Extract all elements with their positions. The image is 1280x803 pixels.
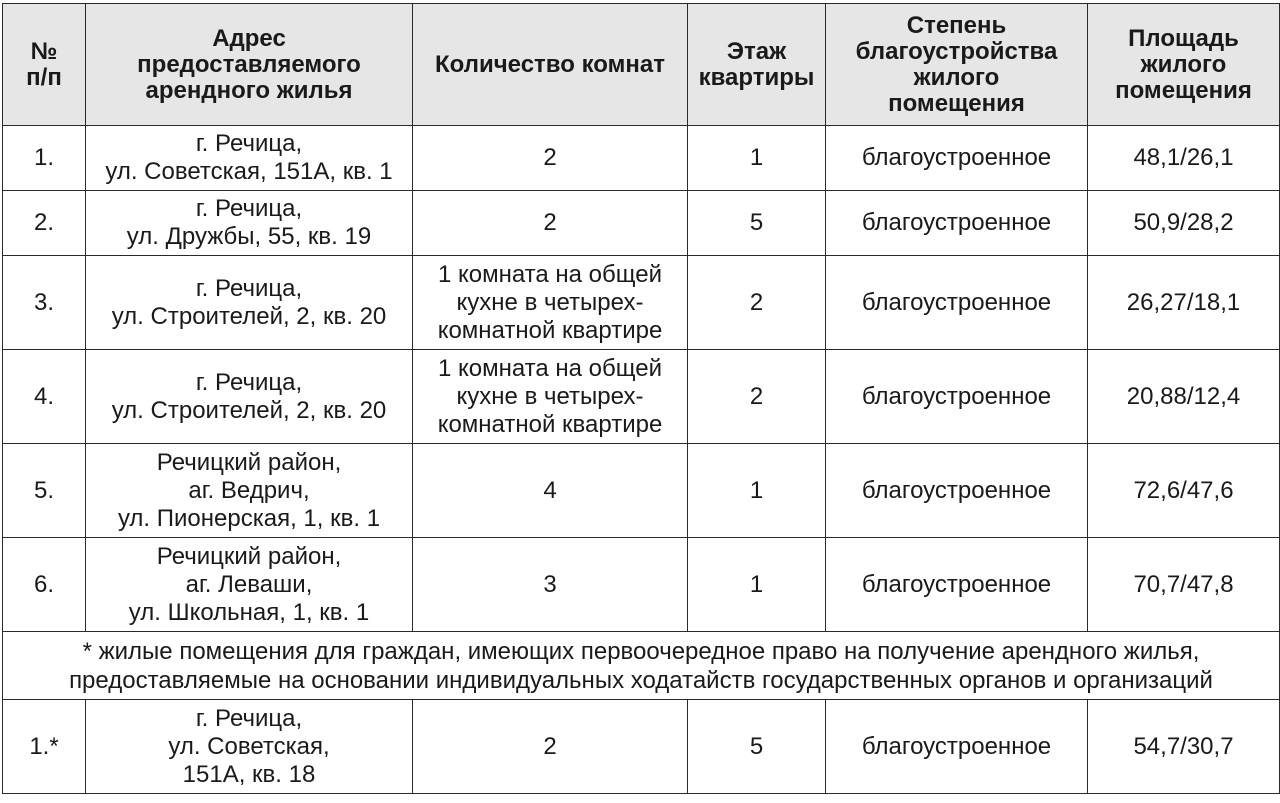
header-rooms: Количество комнат (413, 4, 688, 126)
cell-num: 3. (3, 256, 86, 350)
header-floor: Этаж квартиры (688, 4, 826, 126)
cell-rooms: 4 (413, 444, 688, 538)
cell-rooms: 1 комната на общей кухне в четырех- комнатной квартире (413, 256, 688, 350)
table-row (3, 191, 1280, 256)
cell-num: 5. (3, 444, 86, 538)
table-row-special (3, 700, 1280, 794)
cell-num: 1.* (3, 700, 86, 794)
cell-floor: 2 (688, 256, 826, 350)
cell-num: 4. (3, 350, 86, 444)
table-row (3, 126, 1280, 191)
table-row (3, 256, 1280, 350)
cell-area: 54,7/30,7 (1088, 700, 1280, 794)
footnote-cell: * жилые помещения для граждан, имеющих первоочередное право на получение арендного жилья, предоставляемые на основании индивидуальных ходатайств государственных органов и организаций (3, 632, 1280, 700)
cell-comfort: благоустроенное (826, 444, 1088, 538)
cell-address: г. Речица, ул. Строителей, 2, кв. 20 (86, 256, 413, 350)
table-row (3, 538, 1280, 632)
cell-rooms: 2 (413, 191, 688, 256)
header-area: Площадь жилого помещения (1088, 4, 1280, 126)
cell-num: 2. (3, 191, 86, 256)
cell-rooms: 1 комната на общей кухне в четырех- комнатной квартире (413, 350, 688, 444)
cell-rooms: 3 (413, 538, 688, 632)
cell-comfort: благоустроенное (826, 256, 1088, 350)
cell-address: Речицкий район, аг. Леваши, ул. Школьная, 1, кв. 1 (86, 538, 413, 632)
cell-comfort: благоустроенное (826, 350, 1088, 444)
cell-floor: 1 (688, 538, 826, 632)
cell-rooms: 2 (413, 700, 688, 794)
cell-floor: 5 (688, 191, 826, 256)
cell-area: 72,6/47,6 (1088, 444, 1280, 538)
cell-area: 26,27/18,1 (1088, 256, 1280, 350)
cell-floor: 1 (688, 126, 826, 191)
cell-comfort: благоустроенное (826, 191, 1088, 256)
cell-address: Речицкий район, аг. Ведрич, ул. Пионерская, 1, кв. 1 (86, 444, 413, 538)
header-row (3, 4, 1280, 126)
cell-address: г. Речица, ул. Дружбы, 55, кв. 19 (86, 191, 413, 256)
cell-num: 6. (3, 538, 86, 632)
cell-area: 48,1/26,1 (1088, 126, 1280, 191)
header-num: № п/п (3, 4, 86, 126)
header-comfort: Степень благоустройства жилого помещения (826, 4, 1088, 126)
cell-area: 20,88/12,4 (1088, 350, 1280, 444)
cell-area: 70,7/47,8 (1088, 538, 1280, 632)
footnote-row (3, 632, 1280, 700)
cell-area: 50,9/28,2 (1088, 191, 1280, 256)
cell-num: 1. (3, 126, 86, 191)
cell-address: г. Речица, ул. Советская, 151А, кв. 18 (86, 700, 413, 794)
cell-floor: 1 (688, 444, 826, 538)
cell-comfort: благоустроенное (826, 700, 1088, 794)
cell-address: г. Речица, ул. Строителей, 2, кв. 20 (86, 350, 413, 444)
header-address: Адрес предоставляемого арендного жилья (86, 4, 413, 126)
cell-floor: 5 (688, 700, 826, 794)
rental-housing-table (2, 3, 1280, 794)
cell-rooms: 2 (413, 126, 688, 191)
cell-address: г. Речица, ул. Советская, 151А, кв. 1 (86, 126, 413, 191)
cell-comfort: благоустроенное (826, 126, 1088, 191)
table-row (3, 350, 1280, 444)
cell-floor: 2 (688, 350, 826, 444)
cell-comfort: благоустроенное (826, 538, 1088, 632)
table-row (3, 444, 1280, 538)
